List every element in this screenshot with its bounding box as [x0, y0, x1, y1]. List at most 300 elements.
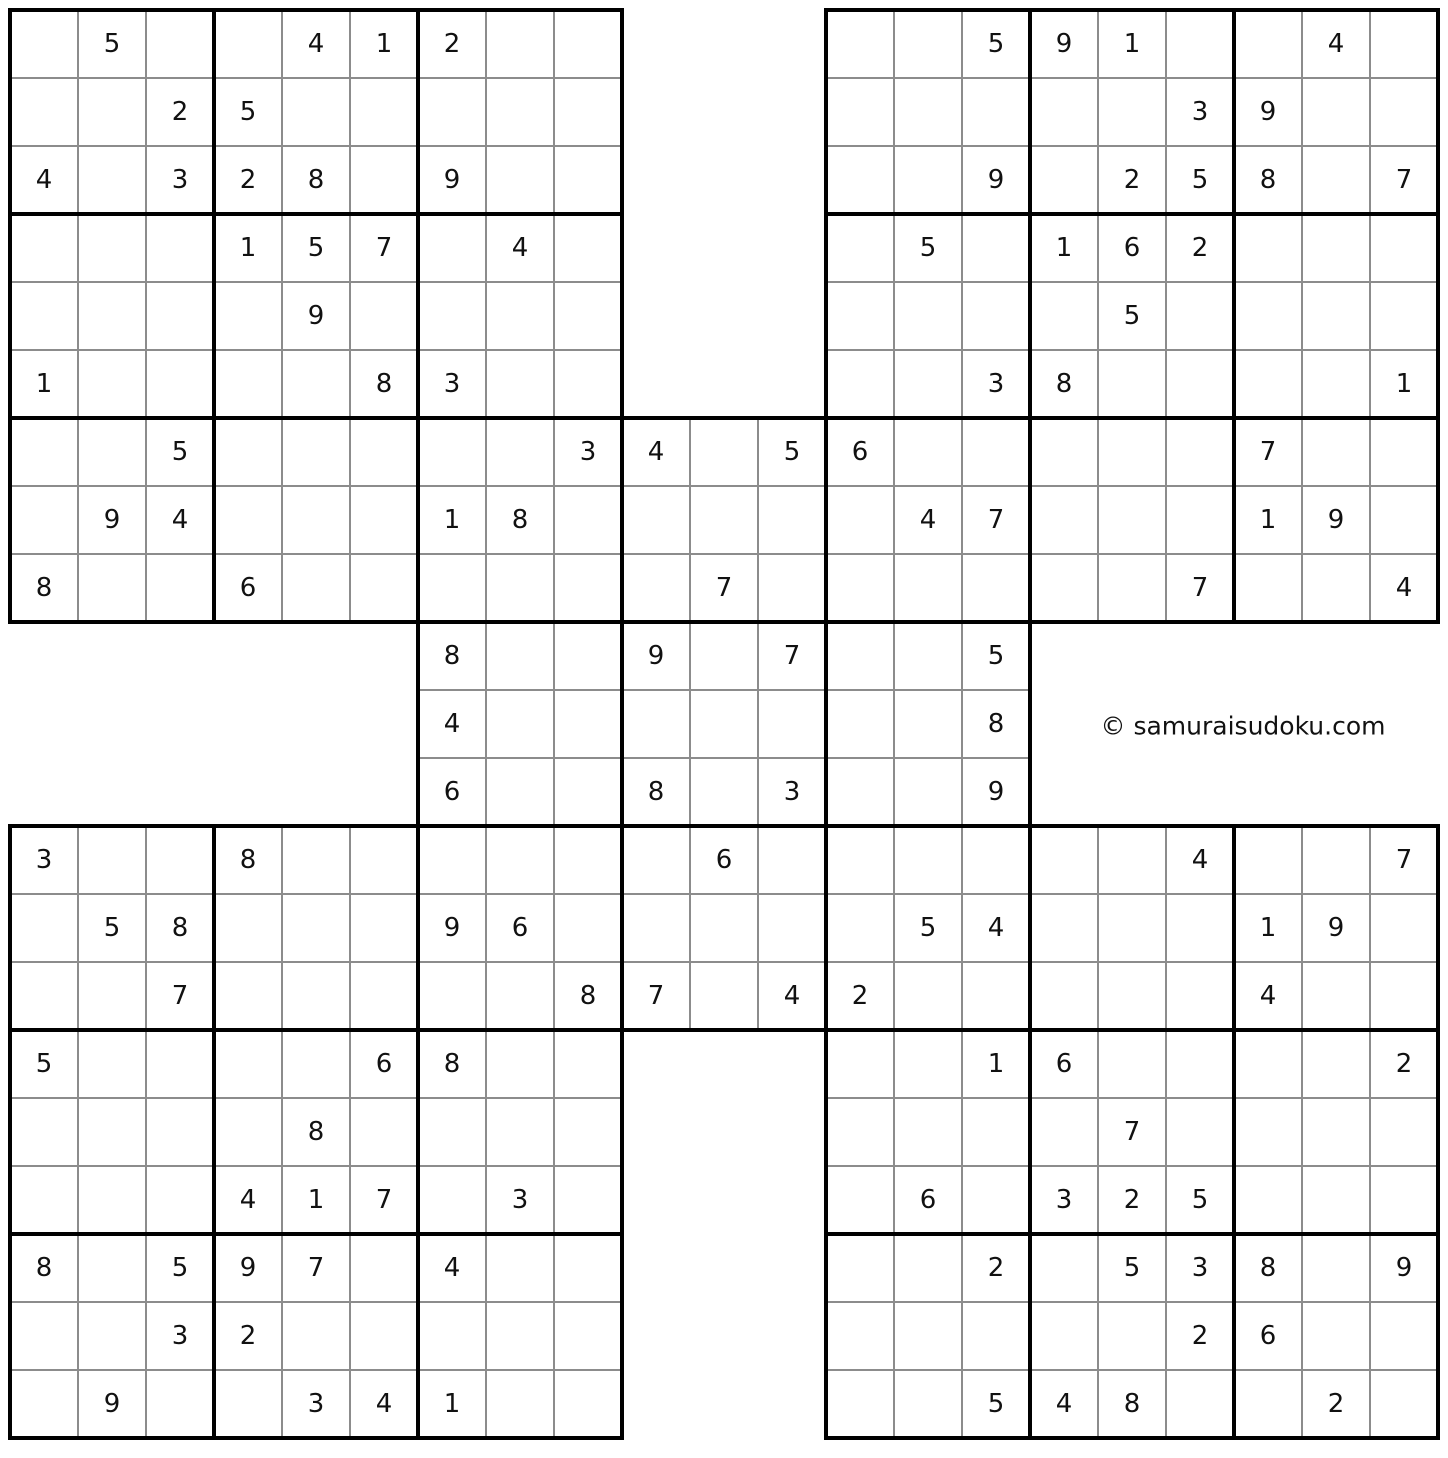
sudoku-cell[interactable] [1166, 282, 1234, 350]
sudoku-cell[interactable] [554, 214, 622, 282]
sudoku-cell[interactable] [350, 1302, 418, 1370]
sudoku-cell[interactable] [1234, 10, 1302, 78]
sudoku-cell[interactable] [1098, 418, 1166, 486]
sudoku-cell[interactable] [350, 1234, 418, 1302]
sudoku-cell[interactable] [826, 78, 894, 146]
copyright-text: © samuraisudoku.com [1100, 711, 1386, 741]
sudoku-cell[interactable] [214, 10, 282, 78]
sudoku-cell[interactable] [1166, 486, 1234, 554]
sudoku-cell[interactable] [554, 622, 622, 690]
given-digit: 1 [1123, 29, 1141, 59]
sudoku-cell[interactable] [282, 486, 350, 554]
sudoku-cell[interactable] [1098, 962, 1166, 1030]
sudoku-cell[interactable] [1234, 826, 1302, 894]
sudoku-cell[interactable] [622, 486, 690, 554]
sudoku-cell[interactable] [10, 282, 78, 350]
sudoku-cell[interactable] [486, 690, 554, 758]
sudoku-cell[interactable] [554, 1234, 622, 1302]
sudoku-cell[interactable] [1166, 962, 1234, 1030]
sudoku-cell[interactable] [1030, 1098, 1098, 1166]
sudoku-cell[interactable] [350, 418, 418, 486]
given-digit: 4 [783, 981, 801, 1011]
sudoku-cell[interactable] [78, 214, 146, 282]
sudoku-cell[interactable] [10, 418, 78, 486]
sudoku-cell[interactable] [962, 78, 1030, 146]
sudoku-cell[interactable] [1234, 1370, 1302, 1438]
sudoku-cell[interactable] [826, 1030, 894, 1098]
given-digit: 5 [1191, 1185, 1209, 1215]
sudoku-cell[interactable] [282, 1030, 350, 1098]
sudoku-cell[interactable] [350, 826, 418, 894]
sudoku-cell[interactable] [10, 1166, 78, 1234]
sudoku-cell[interactable] [554, 1166, 622, 1234]
sudoku-cell[interactable] [146, 554, 214, 622]
given-digit: 6 [375, 1049, 393, 1079]
sudoku-cell[interactable] [418, 78, 486, 146]
sudoku-cell[interactable] [78, 282, 146, 350]
sudoku-cell[interactable] [622, 894, 690, 962]
given-digit: 8 [239, 845, 257, 875]
given-digit: 4 [307, 29, 325, 59]
sudoku-cell[interactable] [1234, 214, 1302, 282]
given-digit: 4 [1395, 573, 1413, 603]
sudoku-cell[interactable] [282, 418, 350, 486]
sudoku-cell[interactable] [554, 554, 622, 622]
sudoku-cell[interactable] [690, 962, 758, 1030]
sudoku-cell[interactable] [78, 418, 146, 486]
sudoku-cell[interactable] [894, 622, 962, 690]
given-digit: 3 [1055, 1185, 1073, 1215]
sudoku-cell[interactable] [1166, 1030, 1234, 1098]
sudoku-cell[interactable] [78, 350, 146, 418]
sudoku-cell[interactable] [554, 78, 622, 146]
sudoku-cell[interactable] [1234, 282, 1302, 350]
given-digit: 5 [171, 437, 189, 467]
sudoku-cell[interactable] [282, 894, 350, 962]
sudoku-cell[interactable] [826, 758, 894, 826]
sudoku-cell[interactable] [350, 282, 418, 350]
sudoku-cell[interactable] [554, 894, 622, 962]
sudoku-cell[interactable] [350, 554, 418, 622]
sudoku-cell[interactable] [894, 1030, 962, 1098]
given-digit: 2 [1395, 1049, 1413, 1079]
sudoku-cell[interactable] [486, 1234, 554, 1302]
sudoku-cell[interactable] [622, 554, 690, 622]
sudoku-cell[interactable] [282, 1302, 350, 1370]
sudoku-cell[interactable] [962, 1302, 1030, 1370]
given-digit: 9 [1055, 29, 1073, 59]
sudoku-cell[interactable] [486, 282, 554, 350]
sudoku-cell[interactable] [1098, 1302, 1166, 1370]
sudoku-cell[interactable] [554, 146, 622, 214]
sudoku-cell[interactable] [1098, 78, 1166, 146]
sudoku-cell[interactable] [282, 554, 350, 622]
sudoku-cell[interactable] [1234, 554, 1302, 622]
given-digit: 2 [1123, 165, 1141, 195]
sudoku-cell[interactable] [418, 1166, 486, 1234]
given-digit: 4 [375, 1389, 393, 1419]
sudoku-cell[interactable] [214, 1370, 282, 1438]
sudoku-cell[interactable] [10, 486, 78, 554]
sudoku-cell[interactable] [78, 1166, 146, 1234]
sudoku-cell[interactable] [826, 214, 894, 282]
given-digit: 4 [1327, 29, 1345, 59]
sudoku-cell[interactable] [1234, 1030, 1302, 1098]
sudoku-cell[interactable] [486, 78, 554, 146]
sudoku-cell[interactable] [1302, 350, 1370, 418]
sudoku-cell[interactable] [486, 1370, 554, 1438]
sudoku-cell[interactable] [146, 350, 214, 418]
sudoku-cell[interactable] [78, 1234, 146, 1302]
sudoku-cell[interactable] [1098, 486, 1166, 554]
sudoku-cell[interactable] [282, 826, 350, 894]
sudoku-cell[interactable] [486, 146, 554, 214]
sudoku-cell[interactable] [1370, 10, 1438, 78]
sudoku-cell[interactable] [826, 622, 894, 690]
sudoku-cell[interactable] [894, 418, 962, 486]
sudoku-cell[interactable] [10, 1098, 78, 1166]
sudoku-cell[interactable] [554, 486, 622, 554]
sudoku-cell[interactable] [10, 78, 78, 146]
given-digit: 1 [375, 29, 393, 59]
sudoku-cell[interactable] [10, 962, 78, 1030]
sudoku-cell[interactable] [622, 690, 690, 758]
given-digit: 1 [987, 1049, 1005, 1079]
sudoku-cell[interactable] [146, 1098, 214, 1166]
sudoku-cell[interactable] [826, 146, 894, 214]
sudoku-cell[interactable] [1030, 962, 1098, 1030]
sudoku-cell[interactable] [894, 10, 962, 78]
sudoku-cell[interactable] [826, 1302, 894, 1370]
sudoku-cell[interactable] [1030, 418, 1098, 486]
sudoku-cell[interactable] [962, 214, 1030, 282]
sudoku-cell[interactable] [350, 894, 418, 962]
given-digit: 1 [1259, 913, 1277, 943]
sudoku-cell[interactable] [894, 350, 962, 418]
sudoku-cell[interactable] [146, 282, 214, 350]
given-digit: 4 [1055, 1389, 1073, 1419]
sudoku-cell[interactable] [1166, 418, 1234, 486]
sudoku-cell[interactable] [282, 962, 350, 1030]
given-digit: 5 [171, 1253, 189, 1283]
sudoku-cell[interactable] [554, 690, 622, 758]
sudoku-cell[interactable] [78, 962, 146, 1030]
sudoku-cell[interactable] [1370, 894, 1438, 962]
sudoku-cell[interactable] [826, 554, 894, 622]
given-digit: 5 [1191, 165, 1209, 195]
sudoku-cell[interactable] [10, 10, 78, 78]
sudoku-cell[interactable] [1302, 1098, 1370, 1166]
sudoku-cell[interactable] [1234, 350, 1302, 418]
sudoku-cell[interactable] [1166, 350, 1234, 418]
sudoku-cell[interactable] [1370, 1302, 1438, 1370]
given-digit: 8 [443, 641, 461, 671]
sudoku-cell[interactable] [486, 418, 554, 486]
sudoku-cell[interactable] [10, 214, 78, 282]
sudoku-cell[interactable] [826, 1370, 894, 1438]
sudoku-cell[interactable] [894, 554, 962, 622]
given-digit: 1 [307, 1185, 325, 1215]
sudoku-cell[interactable] [486, 554, 554, 622]
sudoku-cell[interactable] [486, 1302, 554, 1370]
sudoku-cell[interactable] [894, 758, 962, 826]
given-digit: 8 [35, 573, 53, 603]
sudoku-cell[interactable] [486, 758, 554, 826]
sudoku-cell[interactable] [486, 1098, 554, 1166]
sudoku-cell[interactable] [1370, 486, 1438, 554]
sudoku-cell[interactable] [962, 554, 1030, 622]
given-digit: 2 [851, 981, 869, 1011]
sudoku-cell[interactable] [690, 758, 758, 826]
sudoku-cell[interactable] [554, 10, 622, 78]
sudoku-cell[interactable] [894, 1370, 962, 1438]
sudoku-cell[interactable] [78, 146, 146, 214]
sudoku-cell[interactable] [894, 78, 962, 146]
given-digit: 4 [1259, 981, 1277, 1011]
sudoku-cell[interactable] [10, 1370, 78, 1438]
sudoku-cell[interactable] [1302, 1030, 1370, 1098]
sudoku-cell[interactable] [146, 10, 214, 78]
sudoku-cell[interactable] [1302, 962, 1370, 1030]
sudoku-cell[interactable] [350, 78, 418, 146]
given-digit: 6 [1259, 1321, 1277, 1351]
sudoku-cell[interactable] [1030, 1234, 1098, 1302]
sudoku-cell[interactable] [962, 1166, 1030, 1234]
sudoku-cell[interactable] [78, 1302, 146, 1370]
given-digit: 5 [239, 97, 257, 127]
sudoku-cell[interactable] [418, 826, 486, 894]
sudoku-cell[interactable] [826, 350, 894, 418]
sudoku-cell[interactable] [1370, 1166, 1438, 1234]
sudoku-cell[interactable] [350, 1098, 418, 1166]
sudoku-cell[interactable] [418, 418, 486, 486]
given-digit: 7 [1123, 1117, 1141, 1147]
sudoku-cell[interactable] [1302, 418, 1370, 486]
sudoku-cell[interactable] [486, 622, 554, 690]
sudoku-cell[interactable] [1030, 894, 1098, 962]
sudoku-cell[interactable] [1030, 826, 1098, 894]
sudoku-cell[interactable] [826, 282, 894, 350]
sudoku-cell[interactable] [690, 418, 758, 486]
sudoku-cell[interactable] [486, 10, 554, 78]
sudoku-cell[interactable] [758, 554, 826, 622]
sudoku-cell[interactable] [826, 894, 894, 962]
sudoku-cell[interactable] [418, 962, 486, 1030]
sudoku-cell[interactable] [826, 10, 894, 78]
sudoku-cell[interactable] [1234, 1098, 1302, 1166]
given-digit: 6 [1123, 233, 1141, 263]
given-digit: 7 [715, 573, 733, 603]
sudoku-cell[interactable] [1370, 418, 1438, 486]
sudoku-cell[interactable] [214, 282, 282, 350]
sudoku-cell[interactable] [1302, 826, 1370, 894]
sudoku-cell[interactable] [486, 826, 554, 894]
sudoku-cell[interactable] [146, 214, 214, 282]
sudoku-cell[interactable] [214, 962, 282, 1030]
sudoku-cell[interactable] [1370, 282, 1438, 350]
sudoku-cell[interactable] [418, 1302, 486, 1370]
given-digit: 6 [443, 777, 461, 807]
sudoku-cell[interactable] [690, 690, 758, 758]
sudoku-cell[interactable] [758, 826, 826, 894]
sudoku-cell[interactable] [758, 486, 826, 554]
sudoku-cell[interactable] [962, 282, 1030, 350]
sudoku-cell[interactable] [622, 826, 690, 894]
sudoku-cell[interactable] [78, 826, 146, 894]
sudoku-cell[interactable] [350, 962, 418, 1030]
given-digit: 3 [1191, 1253, 1209, 1283]
sudoku-cell[interactable] [1370, 1098, 1438, 1166]
sudoku-cell[interactable] [894, 1302, 962, 1370]
given-digit: 9 [647, 641, 665, 671]
sudoku-cell[interactable] [1030, 282, 1098, 350]
sudoku-cell[interactable] [1166, 894, 1234, 962]
sudoku-cell[interactable] [1370, 214, 1438, 282]
sudoku-cell[interactable] [214, 486, 282, 554]
sudoku-cell[interactable] [418, 214, 486, 282]
sudoku-cell[interactable] [1166, 1370, 1234, 1438]
sudoku-cell[interactable] [1098, 894, 1166, 962]
sudoku-cell[interactable] [894, 1234, 962, 1302]
sudoku-cell[interactable] [962, 962, 1030, 1030]
given-digit: 9 [239, 1253, 257, 1283]
sudoku-cell[interactable] [554, 826, 622, 894]
sudoku-cell[interactable] [10, 1302, 78, 1370]
sudoku-cell[interactable] [1098, 554, 1166, 622]
given-digit: 7 [1395, 165, 1413, 195]
sudoku-cell[interactable] [554, 1098, 622, 1166]
given-digit: 3 [987, 369, 1005, 399]
sudoku-cell[interactable] [758, 690, 826, 758]
given-digit: 2 [987, 1253, 1005, 1283]
sudoku-cell[interactable] [1302, 282, 1370, 350]
given-digit: 1 [239, 233, 257, 263]
sudoku-cell[interactable] [1302, 1234, 1370, 1302]
sudoku-cell[interactable] [10, 894, 78, 962]
sudoku-cell[interactable] [486, 1030, 554, 1098]
given-digit: 8 [1123, 1389, 1141, 1419]
sudoku-cell[interactable] [554, 1030, 622, 1098]
sudoku-cell[interactable] [1234, 1166, 1302, 1234]
sudoku-cell[interactable] [894, 690, 962, 758]
sudoku-cell[interactable] [894, 962, 962, 1030]
sudoku-cell[interactable] [1098, 826, 1166, 894]
sudoku-cell[interactable] [962, 418, 1030, 486]
sudoku-cell[interactable] [962, 826, 1030, 894]
sudoku-cell[interactable] [1030, 1302, 1098, 1370]
given-digit: 6 [715, 845, 733, 875]
given-digit: 8 [443, 1049, 461, 1079]
sudoku-cell[interactable] [78, 78, 146, 146]
given-digit: 6 [1055, 1049, 1073, 1079]
sudoku-cell[interactable] [1370, 1370, 1438, 1438]
sudoku-cell[interactable] [826, 826, 894, 894]
sudoku-cell[interactable] [214, 1098, 282, 1166]
sudoku-cell[interactable] [214, 1030, 282, 1098]
sudoku-cell[interactable] [690, 486, 758, 554]
sudoku-cell[interactable] [1166, 10, 1234, 78]
sudoku-cell[interactable] [1030, 146, 1098, 214]
sudoku-cell[interactable] [1302, 214, 1370, 282]
sudoku-cell[interactable] [894, 282, 962, 350]
sudoku-cell[interactable] [1030, 554, 1098, 622]
sudoku-cell[interactable] [486, 962, 554, 1030]
sudoku-cell[interactable] [894, 1098, 962, 1166]
sudoku-cell[interactable] [1166, 1098, 1234, 1166]
given-digit: 9 [103, 1389, 121, 1419]
sudoku-cell[interactable] [214, 418, 282, 486]
sudoku-cell[interactable] [826, 1098, 894, 1166]
sudoku-cell[interactable] [1370, 962, 1438, 1030]
sudoku-cell[interactable] [1370, 78, 1438, 146]
sudoku-cell[interactable] [1030, 486, 1098, 554]
sudoku-cell[interactable] [894, 826, 962, 894]
sudoku-cell[interactable] [1302, 554, 1370, 622]
given-digit: 3 [35, 845, 53, 875]
sudoku-cell[interactable] [554, 758, 622, 826]
sudoku-cell[interactable] [894, 146, 962, 214]
given-digit: 4 [987, 913, 1005, 943]
given-digit: 3 [171, 165, 189, 195]
sudoku-cell[interactable] [146, 1030, 214, 1098]
sudoku-cell[interactable] [826, 690, 894, 758]
sudoku-cell[interactable] [282, 350, 350, 418]
sudoku-cell[interactable] [1302, 146, 1370, 214]
sudoku-cell[interactable] [826, 1234, 894, 1302]
sudoku-cell[interactable] [350, 146, 418, 214]
sudoku-cell[interactable] [758, 894, 826, 962]
sudoku-cell[interactable] [554, 282, 622, 350]
given-digit: 5 [987, 1389, 1005, 1419]
sudoku-cell[interactable] [78, 1098, 146, 1166]
given-digit: 8 [35, 1253, 53, 1283]
given-digit: 8 [307, 1117, 325, 1147]
sudoku-cell[interactable] [1098, 1030, 1166, 1098]
sudoku-cell[interactable] [554, 1302, 622, 1370]
sudoku-cell[interactable] [962, 1098, 1030, 1166]
sudoku-cell[interactable] [1030, 78, 1098, 146]
sudoku-cell[interactable] [146, 826, 214, 894]
sudoku-cell[interactable] [1302, 1166, 1370, 1234]
sudoku-cell[interactable] [146, 1370, 214, 1438]
given-digit: 9 [1327, 505, 1345, 535]
sudoku-cell[interactable] [78, 1030, 146, 1098]
sudoku-cell[interactable] [418, 554, 486, 622]
sudoku-cell[interactable] [1098, 350, 1166, 418]
given-digit: 4 [647, 437, 665, 467]
sudoku-cell[interactable] [690, 622, 758, 690]
sudoku-cell[interactable] [418, 1098, 486, 1166]
sudoku-cell[interactable] [486, 350, 554, 418]
sudoku-cell[interactable] [78, 554, 146, 622]
sudoku-cell[interactable] [418, 282, 486, 350]
sudoku-cell[interactable] [1302, 1302, 1370, 1370]
sudoku-cell[interactable] [282, 78, 350, 146]
sudoku-cell[interactable] [214, 894, 282, 962]
given-digit: 4 [511, 233, 529, 263]
sudoku-cell[interactable] [214, 350, 282, 418]
sudoku-cell[interactable] [554, 350, 622, 418]
given-digit: 3 [579, 437, 597, 467]
sudoku-cell[interactable] [826, 1166, 894, 1234]
given-digit: 4 [443, 1253, 461, 1283]
sudoku-cell[interactable] [826, 486, 894, 554]
sudoku-cell[interactable] [690, 894, 758, 962]
sudoku-cell[interactable] [350, 486, 418, 554]
sudoku-cell[interactable] [1302, 78, 1370, 146]
sudoku-cell[interactable] [554, 1370, 622, 1438]
sudoku-cell[interactable] [146, 1166, 214, 1234]
